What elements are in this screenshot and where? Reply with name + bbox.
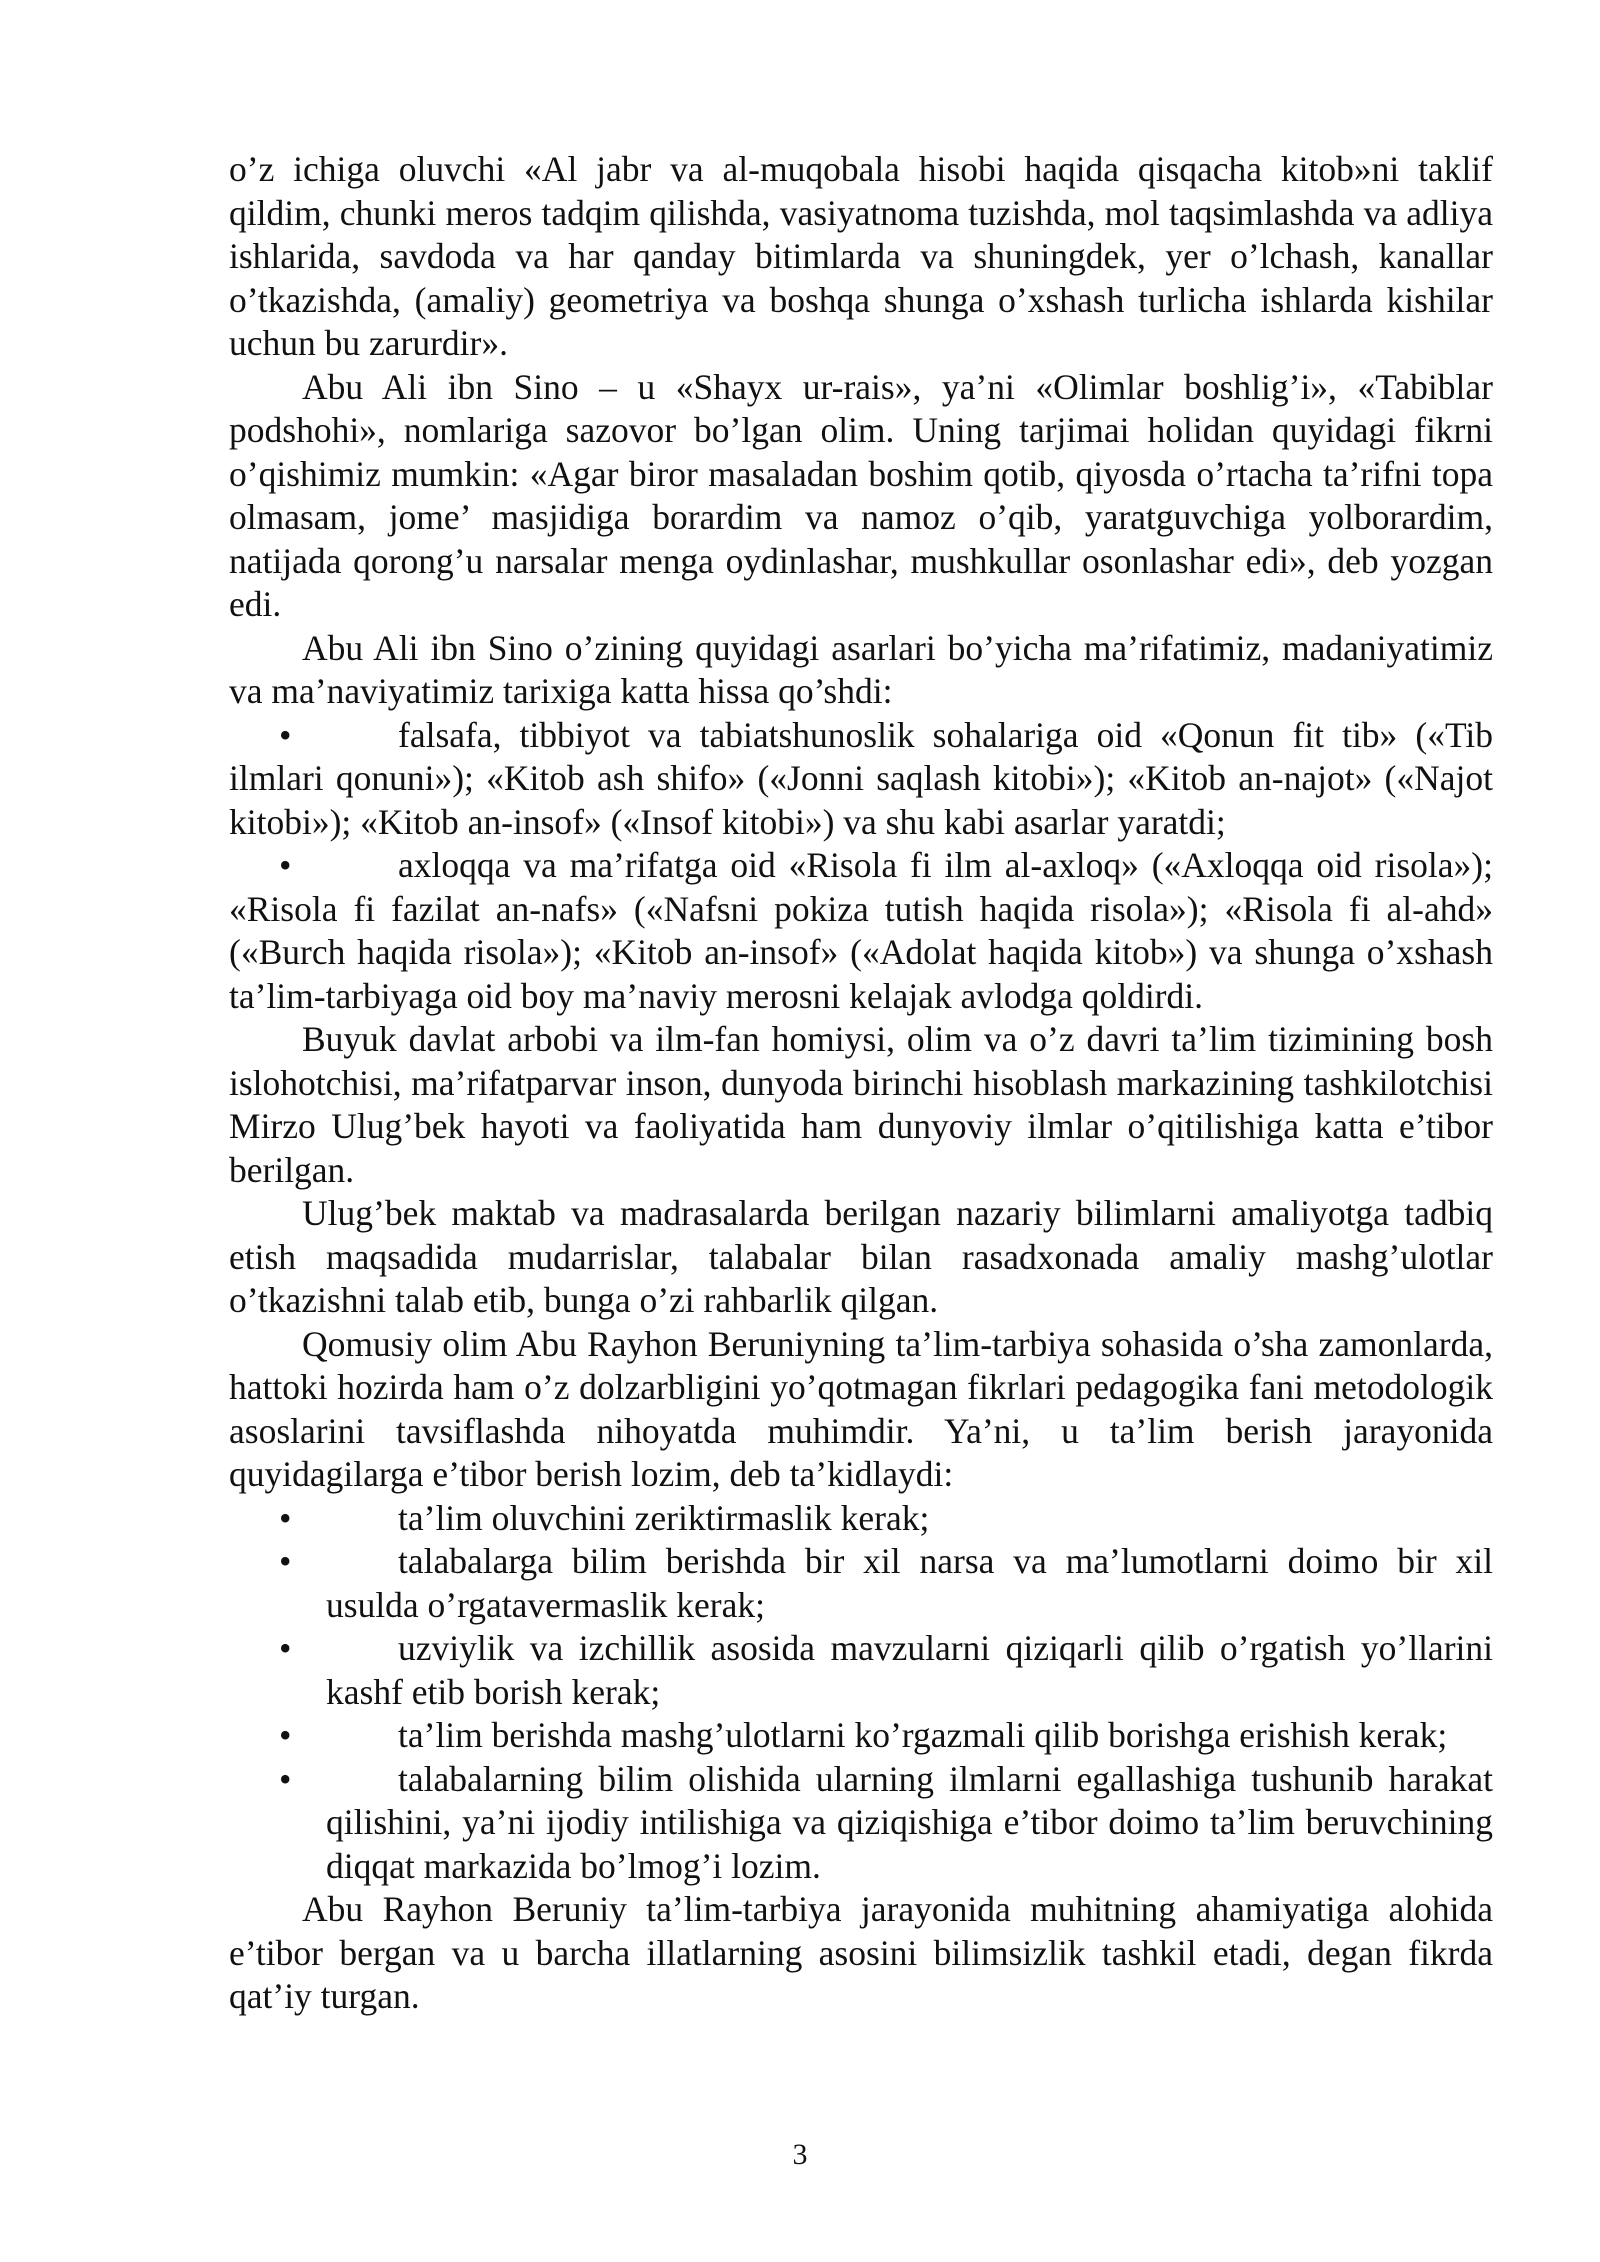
list-item-text: ta’lim berishda mashg’ulotlarni ko’rgazmali qilib borishga erishish kerak; — [398, 1715, 1448, 1755]
bullet-icon: • — [279, 1541, 292, 1581]
list-item-text: axloqqa va ma’rifatga oid «Risola fi ilm al-axloq» («Axloqqa oid risola»); «Risola fi fazilat an-nafs» («Nafsni pokiza tutish haqida risola»); «Risola fi al-ahd» («Burch haqida risola»); «Kitob an-insof» («Adolat haqida kitob») va shunga o’xshash ta’lim-tarbiyaga oid boy ma’naviy merosni kelajak avlodga qoldirdi. — [229, 845, 1493, 1016]
bullet-icon: • — [279, 1758, 292, 1799]
paragraph-2: Abu Ali ibn Sino – u «Shayx ur-rais», ya’ni «Olimlar boshlig’i», «Tabiblar podshohi», nomlariga sazovor bo’lgan olim. Uning tarjimai holidan quyidagi fikrni o’qishimiz mumkin: «Agar biror masaladan boshim qotib, qiyosda o’rtacha ta’rifni topa olmasam, jome’ masjidiga borardim va namoz o’qib, yaratguvchiga yolborardim, natijada qorong’u narsalar menga oydinlashar, mushkullar osonlashar edi», deb yozgan edi. — [229, 366, 1493, 624]
list-item-text: ta’lim oluvchini zeriktirmaslik kerak; — [398, 1497, 930, 1538]
bullet-icon: • — [279, 1497, 292, 1538]
list-item-text: talabalarga bilim berishda bir xil narsa va ma’lumotlarni doimo bir xil usulda o’rgatavermaslik kerak; — [326, 1541, 1493, 1625]
document-page — [229, 148, 1493, 2019]
bullet-icon: • — [279, 1715, 292, 1755]
paragraph-3: Abu Ali ibn Sino o’zining quyidagi asarlari bo’yicha ma’rifatimiz, madaniyatimiz va ma’naviyatimiz tarixiga katta hissa qo’shdi: — [229, 627, 1493, 711]
list-item — [229, 714, 1493, 845]
paragraph-5: Ulug’bek maktab va madrasalarda berilgan nazariy bilimlarni amaliyotga tadbiq etish maqsadida mudarrislar, talabalar bilan rasadxonada amaliy mashg’ulotlar o’tkazishni talab etib, bunga o’zi rahbarlik qilgan. — [229, 1193, 1493, 1320]
paragraph-7: Abu Rayhon Beruniy ta’lim-tarbiya jarayonida muhitning ahamiyatiga alohida e’tibor bergan va u barcha illatlarning asosini bilimsizlik tashkil etadi, degan fikrda qat’iy turgan. — [229, 1889, 1493, 2016]
list-item-text: uzviylik va izchillik asosida mavzularni qiziqarli qilib o’rgatish yo’llarini kashf etib borish kerak; — [326, 1628, 1493, 1712]
list-item — [229, 1540, 1493, 1627]
list-item-text: talabalarning bilim olishida ularning ilmlarni egallashiga tushunib harakat qilishini, ya’ni ijodiy intilishiga va qiziqishiga e’tibor doimo ta’lim beruvchining diqqat markazida bo’lmog’i lozim. — [326, 1758, 1493, 1886]
page-number: 3 — [792, 2138, 808, 2171]
paragraph-1: o’z ichiga oluvchi «Al jabr va al-muqobala hisobi haqida qisqacha kitob»ni taklif qildim, chunki meros tadqim qilishda, vasiyatnoma tuzishda, mol taqsimlashda va adliya ishlarida, savdoda va har qanday bitimlarda va shuningdek, yer o’lchash, kanallar o’tkazishda, (amaliy) geometriya va boshqa shunga o’xshash turlicha ishlarda kishilar uchun bu zarurdir». — [229, 149, 1493, 363]
paragraph-4: Buyuk davlat arbobi va ilm-fan homiysi, olim va o’z davri ta’lim tizimining bosh islohotchisi, ma’rifatparvar inson, dunyoda birinchi hisoblash markazining tashkilotchisi Mirzo Ulug’bek hayoti va faoliyatida ham dunyoviy ilmlar o’qitilishiga katta e’tibor berilgan. — [229, 1019, 1493, 1190]
list-item — [229, 1497, 1493, 1541]
bullet-icon: • — [279, 1628, 292, 1668]
list-item — [229, 1627, 1493, 1714]
paragraph-6: Qomusiy olim Abu Rayhon Beruniyning ta’lim-tarbiya sohasida o’sha zamonlarda, hattoki hozirda ham o’z dolzarbligini yo’qotmagan fikrlari pedagogika fani metodologik asoslarini tavsiflashda nihoyatda muhimdir. Ya’ni, u ta’lim berish jarayonida quyidagilarga e’tibor berish lozim, deb ta’kidlaydi: — [229, 1323, 1493, 1494]
bullet-icon: • — [279, 714, 292, 755]
list-item — [229, 844, 1493, 1018]
list-item-text: falsafa, tibbiyot va tabiatshunoslik sohalariga oid «Qonun fit tib» («Tib ilmlari qonuni»); «Kitob ash shifo» («Jonni saqlash kitobi»); «Kitob an-najot» («Najot kitobi»); «Kitob an-insof» («Insof kitobi») va shu kabi asarlar yaratdi; — [229, 714, 1493, 842]
list-item — [229, 1758, 1493, 1889]
bullet-icon: • — [279, 845, 292, 885]
list-item — [229, 1714, 1493, 1758]
